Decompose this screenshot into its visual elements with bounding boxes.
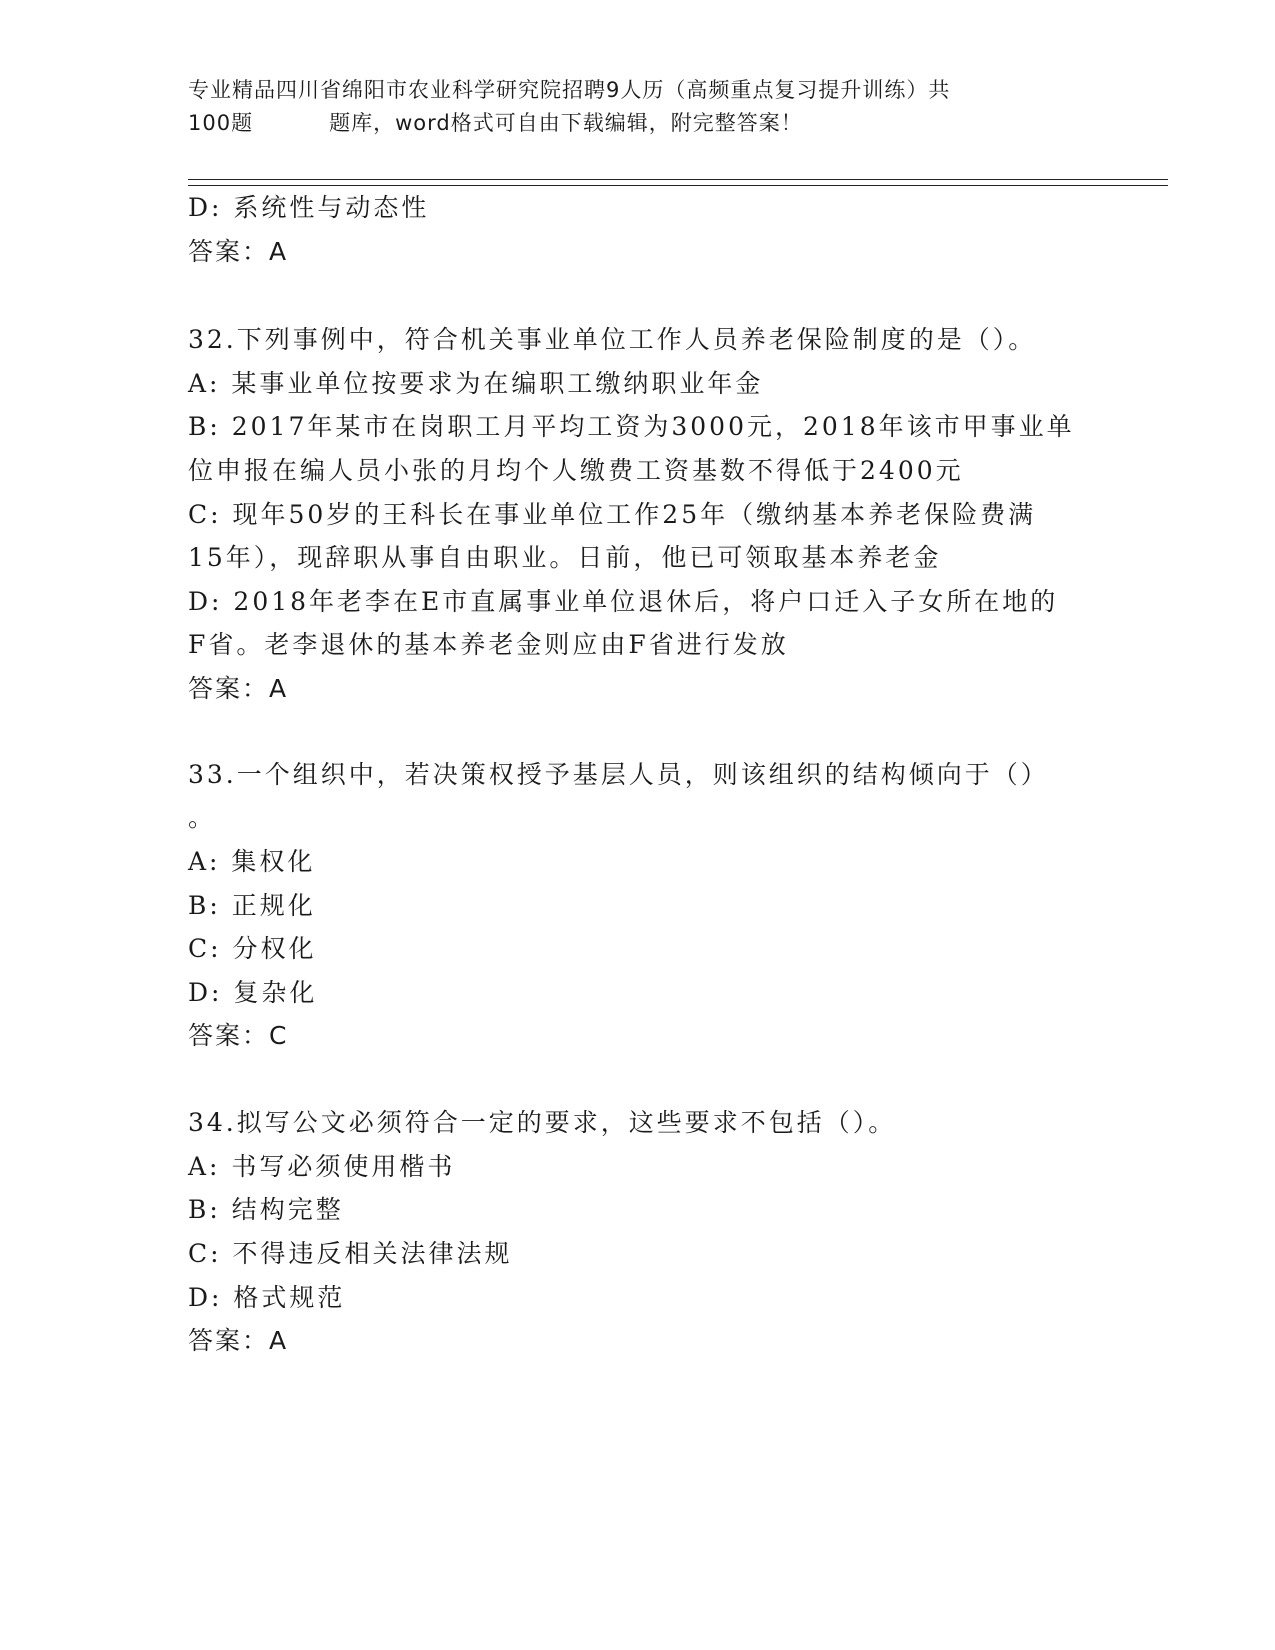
q34-stem: 34.拟写公文必须符合一定的要求，这些要求不包括（）。: [188, 1108, 897, 1137]
q33-stem-line1: 33.一个组织中，若决策权授予基层人员，则该组织的结构倾向于（）: [188, 760, 1049, 789]
q31-answer: 答案：A: [188, 237, 289, 266]
q32-option-d-line2: F省。老李退休的基本养老金则应由F省进行发放: [188, 630, 789, 659]
q32-answer: 答案：A: [188, 674, 289, 703]
q32-option-d-line1: D: 2018年老李在E市直属事业单位退休后，将户口迁入子女所在地的: [188, 587, 1059, 616]
q33-stem-line2: 。: [188, 803, 217, 832]
header-divider-bottom: [188, 185, 1168, 186]
q32-option-c-line2: 15年），现辞职从事自由职业。日前，他已可领取基本养老金: [188, 543, 942, 572]
q32-stem: 32.下列事例中，符合机关事业单位工作人员养老保险制度的是（）。: [188, 325, 1037, 354]
page-header: [188, 74, 1088, 140]
q34-option-b: B: 结构完整: [188, 1195, 344, 1224]
q34-answer: 答案：A: [188, 1326, 289, 1355]
q33-option-a: A: 集权化: [188, 847, 316, 876]
q32-option-b-line2: 位申报在编人员小张的月均个人缴费工资基数不得低于2400元: [188, 456, 964, 485]
q34-option-c: C: 不得违反相关法律法规: [188, 1239, 513, 1268]
header-title-line2: [188, 107, 1088, 140]
q33-answer: 答案：C: [188, 1021, 289, 1050]
q32-option-a: A: 某事业单位按要求为在编职工缴纳职业年金: [188, 369, 764, 398]
header-question-count: 100题: [188, 111, 254, 135]
q31-option-d: D: 系统性与动态性: [188, 193, 430, 222]
q33-option-b: B: 正规化: [188, 891, 316, 920]
q33-option-c: C: 分权化: [188, 934, 317, 963]
header-title-line1: 专业精品四川省绵阳市农业科学研究院招聘9人历（高频重点复习提升训练）共: [188, 78, 951, 102]
q34-option-a: A: 书写必须使用楷书: [188, 1152, 456, 1181]
q34-option-d: D: 格式规范: [188, 1283, 346, 1312]
header-subtitle: 题库，word格式可自由下载编辑，附完整答案！: [329, 111, 803, 135]
q32-option-b-line1: B: 2017年某市在岗职工月平均工资为3000元，2018年该市甲事业单: [188, 412, 1075, 441]
q33-option-d: D: 复杂化: [188, 978, 318, 1007]
q32-option-c-line1: C: 现年50岁的王科长在事业单位工作25年（缴纳基本养老保险费满: [188, 500, 1037, 529]
header-divider-top: [188, 179, 1168, 180]
